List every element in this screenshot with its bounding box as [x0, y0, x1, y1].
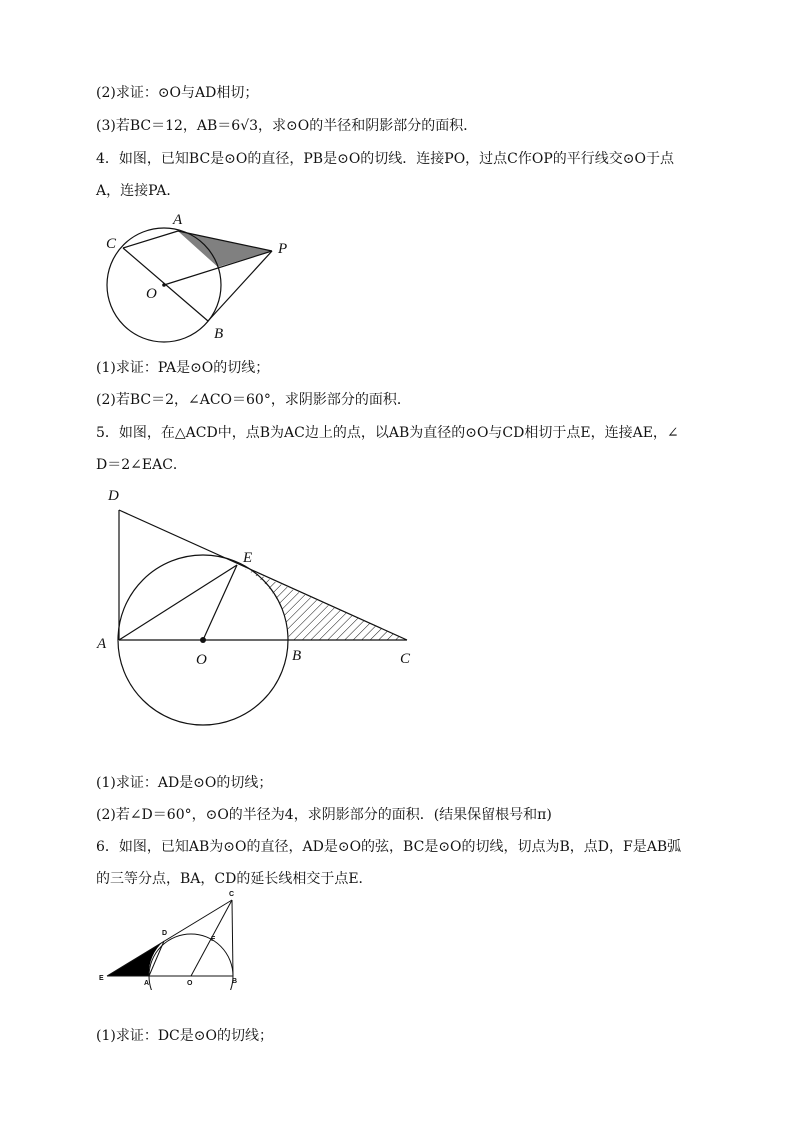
text-line: A，连接PA． — [96, 183, 181, 199]
label-p: P — [278, 241, 288, 257]
figure-problem-6 — [95, 890, 245, 990]
text-line: 的三等分点，BA，CD的延长线相交于点E． — [96, 871, 373, 887]
label-d: D — [108, 488, 119, 504]
figure-problem-5 — [95, 482, 425, 732]
label-c: C — [400, 651, 411, 667]
text-line: (2)若BC＝2，∠ACO＝60°，求阴影部分的面积． — [96, 392, 411, 408]
label-o: O — [196, 652, 207, 668]
text-line: (1)求证：DC是⊙O的切线； — [96, 1028, 273, 1044]
label-o: O — [146, 286, 157, 302]
text-line: (3)若BC＝12，AB＝6√3，求⊙O的半径和阴影部分的面积． — [96, 118, 478, 134]
label-c: C — [106, 236, 117, 252]
label-b: B — [232, 978, 238, 985]
text-line: 6．如图，已知AB为⊙O的直径，AD是⊙O的弦，BC是⊙O的切线，切点为B，点D，F是AB弧 — [96, 839, 682, 855]
label-a: A — [173, 212, 183, 228]
text-line: D＝2∠EAC． — [96, 457, 187, 473]
text-line: (2)若∠D＝60°，⊙O的半径为4，求阴影部分的面积．(结果保留根号和π) — [96, 807, 552, 823]
text-line: (2)求证：⊙O与AD相切； — [96, 85, 259, 101]
label-c: C — [229, 891, 235, 898]
label-e: E — [99, 975, 104, 982]
text-line: 4．如图，已知BC是⊙O的直径，PB是⊙O的切线．连接PO，过点C作OP的平行线交⊙O于点 — [96, 151, 675, 167]
segment-dc — [119, 510, 407, 640]
text-line: (1)求证：PA是⊙O的切线； — [96, 360, 270, 376]
label-b: B — [292, 648, 302, 664]
text-line: 5．如图，在△ACD中，点B为AC边上的点，以AB为直径的⊙O与CD相切于点E，连接AE，∠ — [96, 425, 679, 441]
label-e: E — [243, 550, 253, 566]
label-o: O — [187, 980, 193, 987]
label-f: F — [211, 936, 216, 943]
shaded-region — [178, 231, 272, 267]
figure-problem-4 — [95, 205, 305, 350]
segment-ae — [119, 565, 237, 640]
segment-ca — [123, 231, 178, 248]
label-a: A — [97, 636, 107, 652]
segment-bc — [232, 900, 233, 976]
label-a: A — [144, 980, 150, 987]
label-b: B — [214, 326, 224, 342]
label-d: D — [162, 930, 168, 937]
text-line: (1)求证：AD是⊙O的切线； — [96, 775, 273, 791]
